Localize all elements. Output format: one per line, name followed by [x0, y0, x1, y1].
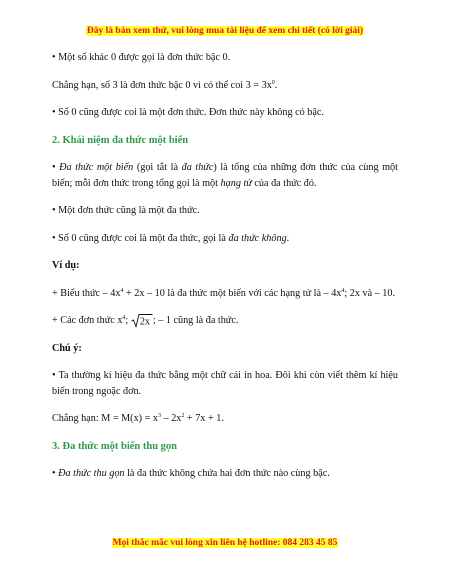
text: là đa thức không chứa hai đơn thức nào cùng bậc.	[124, 468, 330, 479]
section-heading-2: 2. Khái niệm đa thức một biến	[52, 134, 189, 146]
text: + 2x – 10 là đa thức một biến với các hạng tử là – 4x	[123, 287, 342, 299]
superscript: 4	[341, 287, 345, 294]
superscript: 0	[271, 79, 275, 86]
paragraph-reduced-polynomial	[52, 466, 398, 482]
paragraph-zero-monomial: • Số 0 cũng được coi là một đơn thức. Đơn thức này không có bậc.	[52, 107, 324, 118]
text: .	[286, 232, 290, 244]
term: hạng tử	[220, 177, 252, 189]
term: Đa thức thu gọn	[58, 468, 125, 479]
paragraph-example-1	[52, 286, 398, 302]
term: đa thức không	[228, 232, 287, 244]
text: ;	[125, 315, 131, 326]
paragraph-notation-example	[52, 411, 398, 427]
superscript: 3	[158, 413, 161, 419]
text: .	[274, 79, 278, 91]
section-heading-3: 3. Đa thức một biến thu gọn	[52, 440, 178, 452]
document-body	[52, 50, 398, 494]
hotline-banner-text: Mọi thắc mắc vui lòng xin liên hệ hotline: 084 283 45 85	[112, 538, 338, 548]
superscript: 4	[122, 315, 126, 321]
paragraph-degree-zero: • Một số khác 0 được gọi là đơn thức bậc 0.	[52, 52, 231, 63]
superscript: 2	[181, 413, 185, 419]
text: ; 2x và – 10.	[344, 287, 396, 299]
sqrt-argument: 2x	[139, 316, 150, 328]
hotline-banner	[0, 537, 450, 549]
paragraph-monomial-is-polynomial: • Một đơn thức cũng là một đa thức.	[52, 205, 200, 216]
note-label: Chú ý:	[52, 342, 82, 354]
term: đa thức	[181, 162, 214, 173]
text: của đa thức đó.	[251, 177, 317, 189]
paragraph-zero-polynomial	[52, 231, 398, 247]
preview-banner	[0, 25, 450, 37]
example-label: Ví dụ:	[52, 260, 80, 271]
text: Chẳng hạn, số 3 là đơn thức bậc 0 vì có thể coi 3 = 3x	[52, 79, 272, 91]
paragraph-example-2	[52, 313, 398, 329]
term: Đa thức một biến	[59, 162, 134, 173]
text: + 7x + 1.	[184, 413, 224, 424]
text: ; – 1 cũng là đa thức.	[152, 315, 239, 326]
text: – 2x	[161, 413, 182, 424]
text: (gọi tắt là	[133, 162, 182, 173]
text: Chẳng hạn: M = M(x) = x	[52, 413, 158, 424]
text: • Số 0 cũng được coi là một đa thức, gọi là	[52, 232, 229, 244]
text: + Các đơn thức x	[52, 315, 123, 326]
paragraph-notation: • Ta thường kí hiệu đa thức bằng một chữ cái in hoa. Đôi khi còn viết thêm kí hiệu biến trong ngoặc đơn.	[52, 370, 398, 397]
paragraph-polynomial-definition	[52, 160, 398, 191]
square-root-symbol	[131, 313, 153, 328]
preview-banner-text: Đây là bản xem thử, vui lòng mua tài liệu để xem chi tiết (có lời giải)	[86, 26, 364, 36]
text: + Biểu thức – 4x	[52, 287, 121, 299]
bullet: •	[52, 162, 60, 173]
bullet: •	[52, 468, 59, 479]
paragraph-example-degree-zero	[52, 78, 398, 94]
superscript: 4	[120, 287, 124, 294]
text: ) là tổng của những đơn thức của cùng một biến; mỗi đơn thức trong tổng gọi là một	[52, 162, 398, 189]
